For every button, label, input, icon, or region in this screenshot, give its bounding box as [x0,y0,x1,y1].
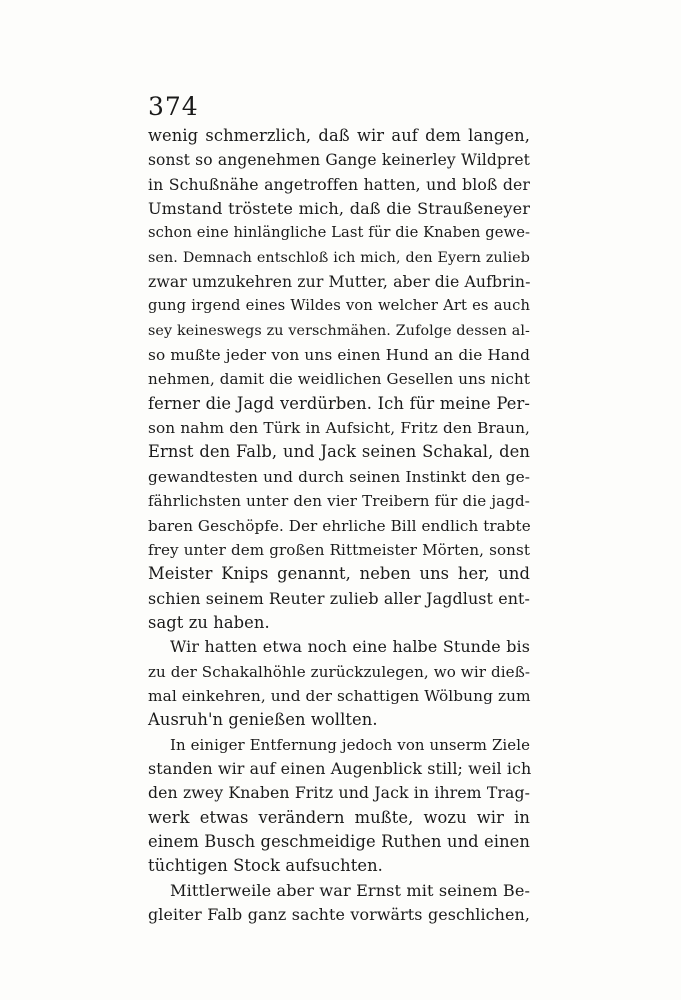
text-line: son nahm den Türk in Aufsicht, Fritz den Braun, [148,419,530,438]
page-number: 374 [148,92,199,121]
text-line: ferner die Jagd verdürben. Ich für meine Per- [148,393,530,413]
text-line: Mittlerweile aber war Ernst mit seinem Be- [170,880,530,900]
text-line: Ausruh'n genießen wollten. [148,710,378,730]
text-line: sonst so angenehmen Gange keinerley Wildpret [148,151,530,170]
text-line: sen. Demnach entschloß ich mich, den Eyern zulieb [148,249,530,266]
text-line: gleiter Falb ganz sachte vorwärts geschlichen, [148,905,530,924]
text-line: frey unter dem großen Rittmeister Mörten, sonst [148,540,530,559]
text-line: wenig schmerzlich, daß wir auf dem langen, [148,126,530,145]
text-line: schon eine hinlängliche Last für die Knaben gewe- [148,224,531,242]
text-line: nehmen, damit die weidlichen Gesellen uns nicht [148,370,530,389]
text-line: sagt zu haben. [148,612,270,632]
text-line: Meister Knips genannt, neben uns her, und [148,564,530,584]
text-line: gewandtesten und durch seinen Instinkt den ge- [148,467,530,486]
text-line: fährlichsten unter den vier Treibern für die jagd- [148,492,530,511]
text-line: werk etwas verändern mußte, wozu wir in [148,807,530,827]
text-line: In einiger Entfernung jedoch von unserm Ziele [170,735,530,754]
text-line: so mußte jeder von uns einen Hund an die Hand [148,346,530,365]
body-text [148,124,530,927]
text-line: Umstand tröstete mich, daß die Straußeneyer [148,199,530,219]
text-line: gung irgend eines Wildes von welcher Art es auch [148,297,530,315]
text-line: den zwey Knaben Fritz und Jack in ihrem Trag- [148,783,530,803]
text-line: tüchtigen Stock aufsuchten. [148,856,383,876]
text-line: einem Busch geschmeidige Ruthen und einen [148,831,530,851]
text-line: mal einkehren, und der schattigen Wölbung zum [148,686,531,705]
text-line: in Schußnähe angetroffen hatten, und bloß der [148,174,530,194]
text-line: Ernst den Falb, und Jack seinen Schakal, den [148,442,530,462]
text-line: Wir hatten etwa noch eine halbe Stunde bis [170,637,530,657]
text-line: schien seinem Reuter zulieb aller Jagdlust ent- [148,588,530,608]
text-line: zu der Schakalhöhle zurückzulegen, wo wir dieß- [148,662,531,681]
text-line: standen wir auf einen Augenblick still; weil ich [148,758,532,778]
text-line: sey keineswegs zu verschmähen. Zufolge dessen al- [148,322,530,339]
text-line: zwar umzukehren zur Mutter, aber die Aufbrin- [148,272,531,292]
text-line: baren Geschöpfe. Der ehrliche Bill endlich trabte [148,516,531,535]
